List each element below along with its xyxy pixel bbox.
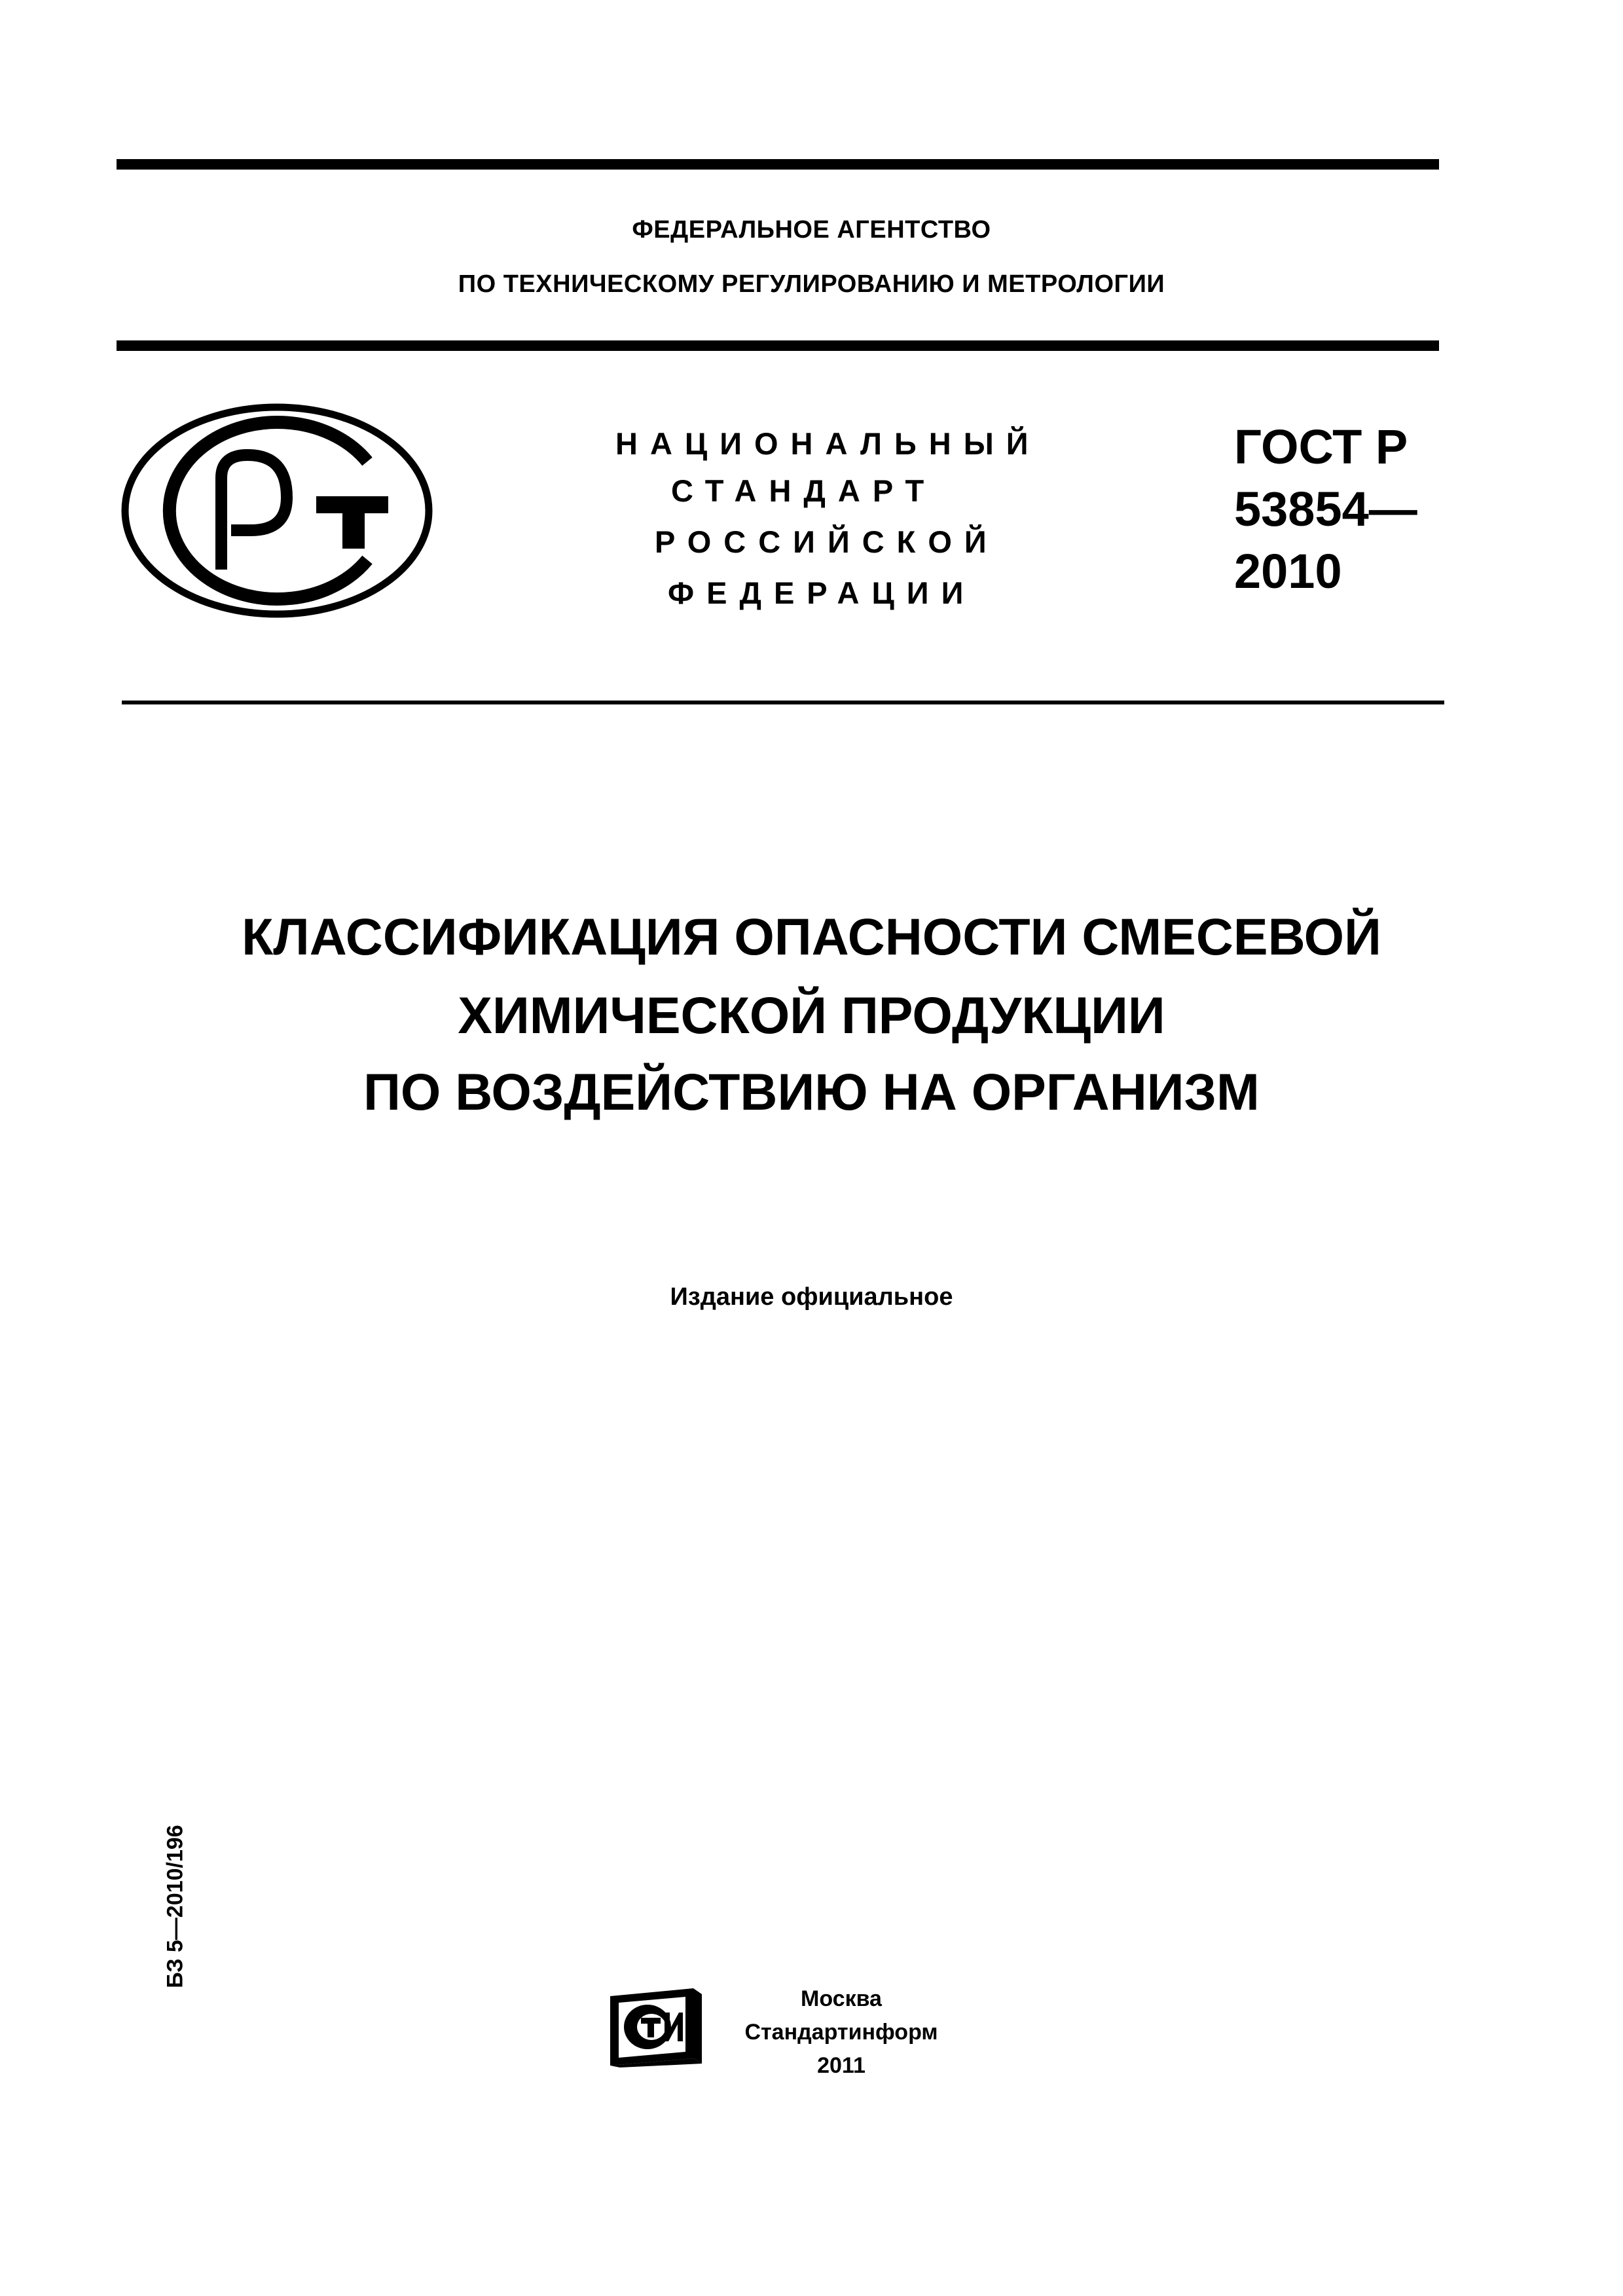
edition-label: Издание официальное — [670, 1283, 953, 1311]
lower-rule — [122, 701, 1444, 704]
standard-type-line-3: РОССИЙСКОЙ — [655, 524, 999, 559]
rst-logo-icon — [117, 399, 437, 622]
middle-rule — [117, 340, 1439, 351]
agency-name-line-1: ФЕДЕРАЛЬНОЕ АГЕНТСТВО — [632, 216, 991, 244]
publication-year: 2011 — [817, 2053, 866, 2078]
agency-name-line-2: ПО ТЕХНИЧЕСКОМУ РЕГУЛИРОВАНИЮ И МЕТРОЛОГИИ — [458, 270, 1165, 298]
document-title-line-2: ХИМИЧЕСКОЙ ПРОДУКЦИИ — [458, 986, 1165, 1044]
top-rule — [117, 159, 1439, 170]
document-title-line-3: ПО ВОЗДЕЙСТВИЮ НА ОРГАНИЗМ — [363, 1063, 1260, 1121]
designation-line-3: 2010 — [1234, 544, 1342, 598]
publisher-city: Москва — [801, 1986, 882, 2011]
standartinform-logo-icon — [607, 1986, 705, 2068]
designation-line-2: 53854— — [1234, 482, 1417, 536]
side-registration-code: БЗ 5—2010/196 — [162, 1825, 188, 1988]
standard-type-line-4: ФЕДЕРАЦИИ — [668, 575, 976, 610]
standard-type-line-1: НАЦИОНАЛЬНЫЙ — [615, 426, 1041, 461]
publisher-name: Стандартинформ — [744, 2020, 938, 2045]
designation-line-1: ГОСТ Р — [1234, 420, 1408, 474]
document-title-line-1: КЛАССИФИКАЦИЯ ОПАСНОСТИ СМЕСЕВОЙ — [242, 907, 1381, 966]
standard-type-line-2: СТАНДАРТ — [671, 473, 937, 508]
